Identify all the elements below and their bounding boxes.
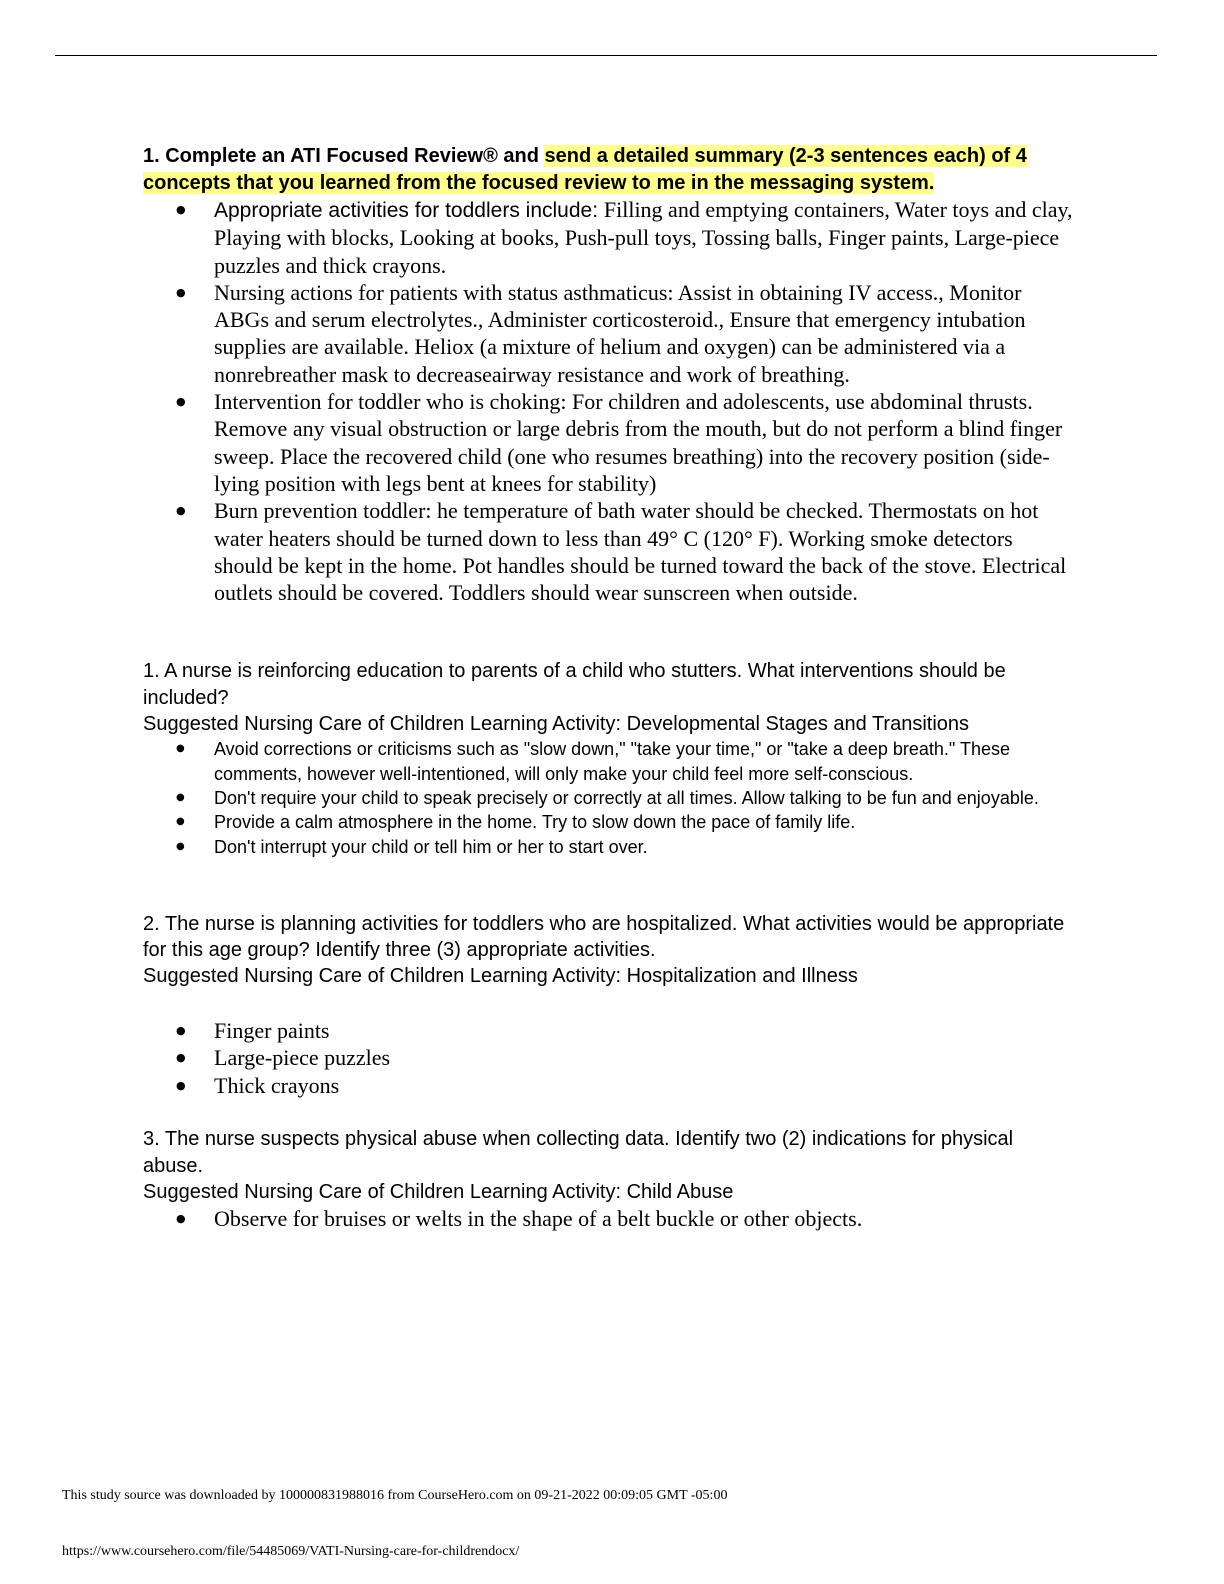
summary-list bbox=[143, 196, 1073, 606]
list-item: ● Avoid corrections or criticisms such as "slow down," "take your time," or "take a deep breath." These comments, however well-intentioned, will only make your child feel more self-conscious. bbox=[143, 737, 1073, 786]
list-item: ● Don't interrupt your child or tell him or her to start over. bbox=[143, 835, 1073, 859]
summary-text: Burn prevention toddler: he temperature of bath water should be checked. Thermostats on hot water heaters should be turned down to less than 49° C (120° F). Working smoke detectors should be kept in the home. Pot handles should be turned toward the back of the stove. Electrical outlets should be covered. Toddlers should wear sunscreen when outside. bbox=[214, 498, 1067, 606]
list-item: ● Large-piece puzzles bbox=[143, 1044, 1073, 1072]
list-item bbox=[143, 279, 1073, 388]
question-1: 1. A nurse is reinforcing education to parents of a child who stutters. What interventions should be included? bbox=[143, 660, 1006, 709]
focused-review-task bbox=[143, 143, 1073, 196]
summary-lead: Appropriate activities for toddlers include: bbox=[214, 199, 604, 222]
summary-text: Nursing actions for patients with status asthmaticus: Assist in obtaining IV access., Monitor ABGs and serum electrolytes., Administer corticosteroid., Ensure that emergency intubation supplies are available. Heliox (a mixture of helium and oxygen) can be administered via a nonrebreather mask to decreaseairway resistance and work of breathing. bbox=[214, 279, 1026, 387]
summary-text: Intervention for toddler who is choking: For children and adolescents, use abdominal thrusts. Remove any visual obstruction or large debris from the mouth, but do not perform a blind finger sweep. Place the recovered child (one who resumes breathing) into the recovery position (side-lying position with legs bent at knees for stability) bbox=[214, 389, 1063, 496]
list-item: ● Observe for bruises or welts in the shape of a belt buckle or other objects. bbox=[143, 1205, 1073, 1233]
summary-text: Filling and emptying containers, Water toys and clay, Playing with blocks, Looking at books, Push-pull toys, Tossing balls, Finger paints, Large-piece puzzles and thick crayons. bbox=[214, 197, 1073, 278]
list-item: ● Thick crayons bbox=[143, 1072, 1073, 1100]
question-2-answers bbox=[143, 1017, 1073, 1100]
task-highlighted-text: send a detailed summary (2-3 sentences each) of 4 concepts that you learned from the focused review to me in the messaging system. bbox=[143, 145, 1027, 194]
question-3-activity: Suggested Nursing Care of Children Learning Activity: Child Abuse bbox=[143, 1180, 734, 1203]
download-notice: This study source was downloaded by 100000831988016 from CourseHero.com on 09-21-2022 00:09:05 GMT -05:00 bbox=[62, 1488, 728, 1503]
document-body bbox=[143, 143, 1073, 1233]
list-item bbox=[143, 497, 1073, 606]
header-rule bbox=[55, 55, 1157, 56]
question-2: 2. The nurse is planning activities for toddlers who are hospitalized. What activities would be appropriate for this age group? Identify three (3) appropriate activities. bbox=[143, 912, 1065, 962]
question-1-activity: Suggested Nursing Care of Children Learning Activity: Developmental Stages and Transitions bbox=[143, 713, 970, 736]
list-item: ● Provide a calm atmosphere in the home. Try to slow down the pace of family life. bbox=[143, 810, 1073, 834]
list-item: ● Finger paints bbox=[143, 1017, 1073, 1045]
list-item bbox=[143, 388, 1073, 497]
question-3-answers bbox=[143, 1205, 1073, 1233]
list-item bbox=[143, 196, 1073, 279]
list-item: ● Don't require your child to speak precisely or correctly at all times. Allow talking to be fun and enjoyable. bbox=[143, 786, 1073, 810]
source-url: https://www.coursehero.com/file/54485069/VATI-Nursing-care-for-childrendocx/ bbox=[62, 1544, 520, 1559]
task-plain-text: 1. Complete an ATI Focused Review® and bbox=[143, 145, 545, 167]
question-1-answers bbox=[143, 737, 1073, 858]
question-2-activity: Suggested Nursing Care of Children Learning Activity: Hospitalization and Illness bbox=[143, 965, 858, 988]
question-3: 3. The nurse suspects physical abuse when collecting data. Identify two (2) indications for physical abuse. bbox=[143, 1128, 1014, 1177]
